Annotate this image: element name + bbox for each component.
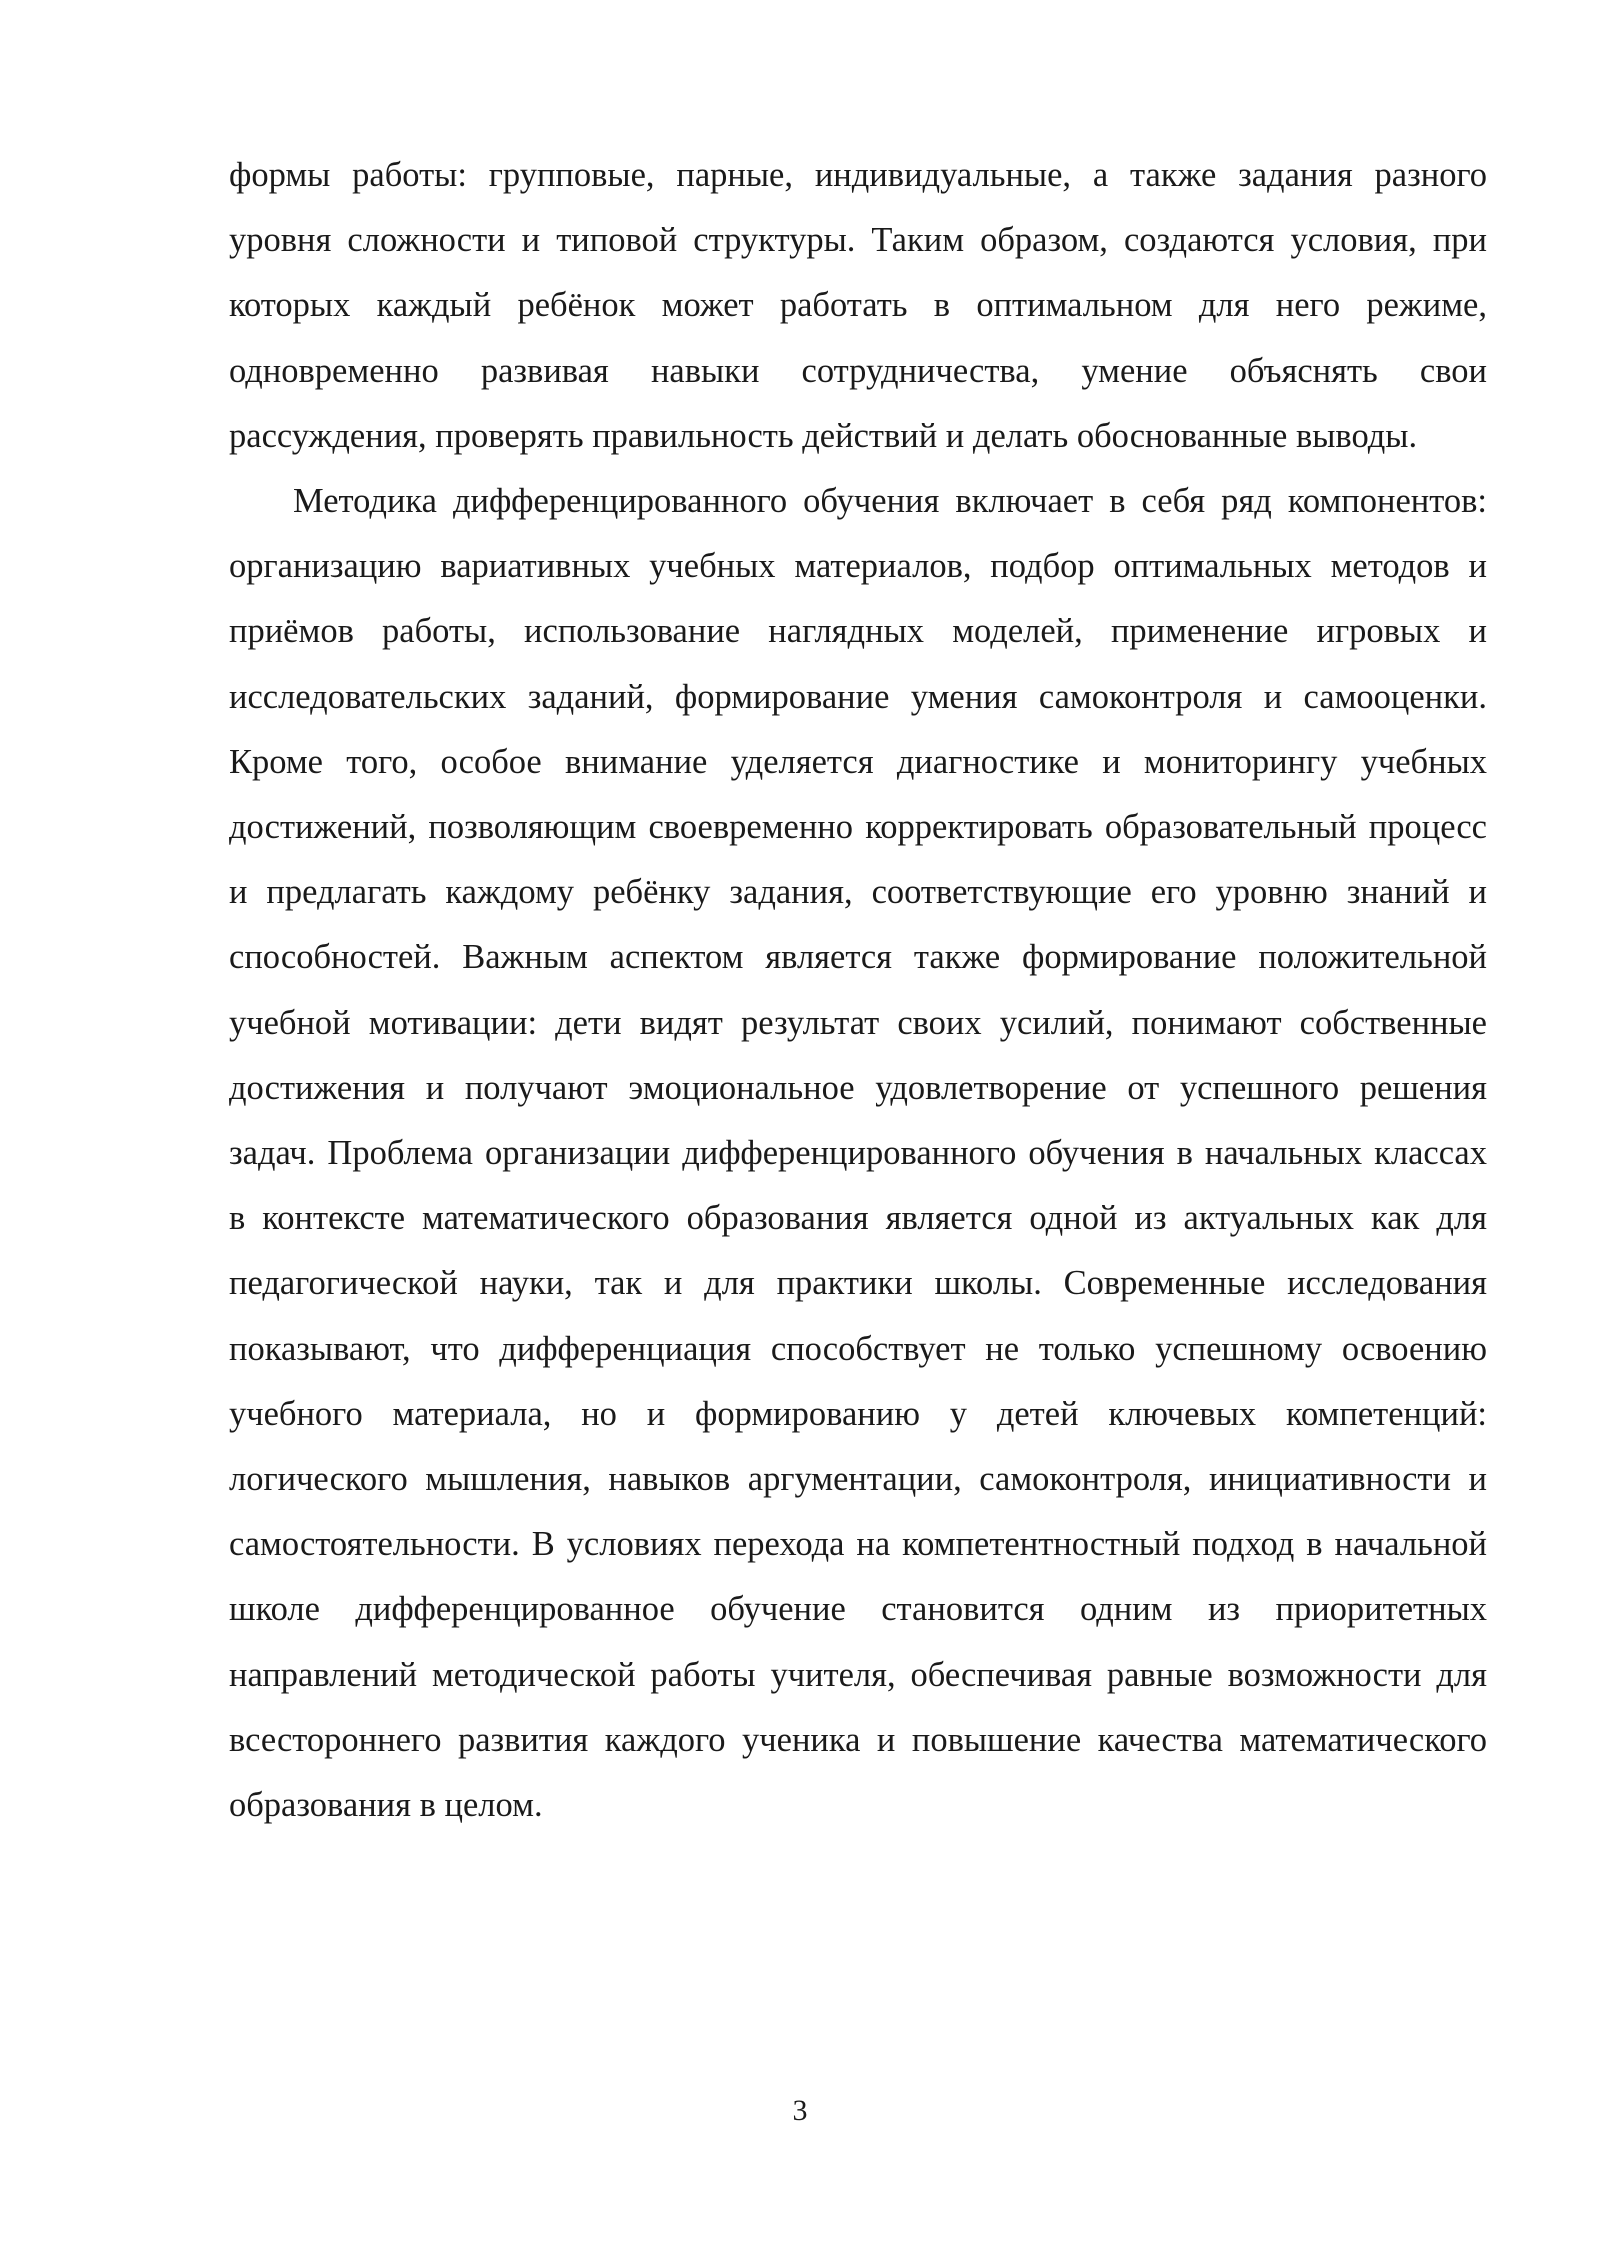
page-number: 3	[792, 2094, 808, 2127]
paragraph-continued: формы работы: групповые, парные, индивидуальные, а также задания разного уровня сложности и типовой структуры. Таким образом, создаются условия, при которых каждый ребёнок может работать в оптимальном для него режиме, одновременно развивая навыки сотрудничества, умение объяснять свои рассуждения, проверять правильность действий и делать обоснованные выводы.	[229, 156, 1487, 455]
paragraph-methodology: Методика дифференцированного обучения включает в себя ряд компонентов: организацию вариативных учебных материалов, подбор оптимальных методов и приёмов работы, использование наглядных моделей, применение игровых и исследовательских заданий, формирование умения самоконтроля и самооценки. Кроме того, особое внимание уделяется диагностике и мониторингу учебных достижений, позволяющим своевременно корректировать образовательный процесс и предлагать каждому ребёнку задания, соответствующие его уровню знаний и способностей. Важным аспектом является также формирование положительной учебной мотивации: дети видят результат своих усилий, понимают собственные достижения и получают эмоциональное удовлетворение от успешного решения задач. Проблема организации дифференцированного обучения в начальных классах в контексте математического образования является одной из актуальных как для педагогической науки, так и для практики школы. Современные исследования показывают, что дифференциация способствует не только успешному освоению учебного материала, но и формированию у детей ключевых компетенций: логического мышления, навыков аргументации, самоконтроля, инициативности и самостоятельности. В условиях перехода на компетентностный подход в начальной школе дифференцированное обучение становится одним из приоритетных направлений методической работы учителя, обеспечивая равные возможности для всестороннего развития каждого ученика и повышение качества математического образования в целом.	[229, 482, 1487, 1825]
body-text	[229, 143, 1487, 1838]
